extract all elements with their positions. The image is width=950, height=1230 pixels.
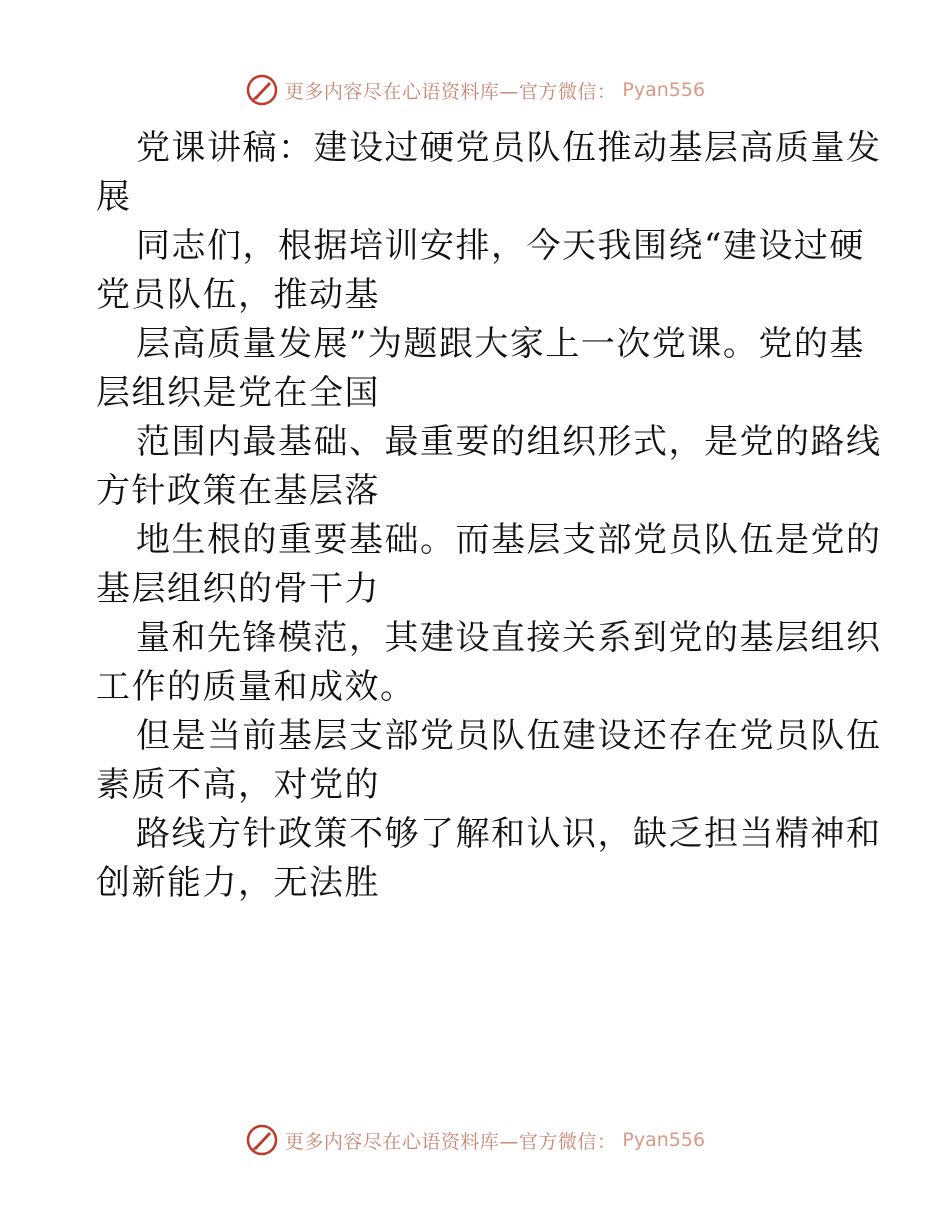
paragraph	[96, 222, 865, 320]
quill-logo-icon	[245, 73, 279, 107]
paragraph	[96, 320, 865, 418]
banner-wechat-handle: Pyan556	[622, 79, 706, 101]
banner-text: 更多内容尽在心语资料库—官方微信：	[284, 80, 617, 103]
text-line: 展	[96, 177, 132, 217]
paragraph	[96, 418, 882, 516]
text-line: 路线方针政策不够了解和认识，缺乏担当精神和	[136, 814, 882, 854]
banner-wechat-handle: Pyan556	[622, 1129, 706, 1151]
text-line: 但是当前基层支部党员队伍建设还存在党员队伍	[136, 716, 882, 756]
document-body	[96, 124, 882, 908]
footer-watermark-banner	[0, 1120, 950, 1160]
text-line: 范围内最基础、最重要的组织形式，是党的路线	[136, 422, 882, 462]
paragraph-title	[96, 124, 882, 222]
text-line: 同志们，根据培训安排，今天我围绕“建设过硬	[136, 226, 865, 266]
paragraph	[96, 712, 882, 810]
paragraph	[96, 810, 882, 908]
text-line: 创新能力，无法胜	[96, 863, 380, 903]
text-line: 党课讲稿：建设过硬党员队伍推动基层高质量发	[136, 128, 882, 168]
banner-text: 更多内容尽在心语资料库—官方微信：	[284, 1130, 617, 1153]
quill-logo-icon	[245, 1123, 279, 1157]
text-line: 层高质量发展”为题跟大家上一次党课。党的基	[136, 324, 865, 364]
text-line: 层组织是党在全国	[96, 373, 380, 413]
text-line: 党员队伍，推动基	[96, 275, 380, 315]
text-line: 地生根的重要基础。而基层支部党员队伍是党的	[136, 520, 882, 560]
paragraph	[96, 614, 882, 712]
paragraph	[96, 516, 882, 614]
text-line: 量和先锋模范，其建设直接关系到党的基层组织	[136, 618, 882, 658]
text-line: 工作的质量和成效。	[96, 667, 416, 707]
text-line: 方针政策在基层落	[96, 471, 380, 511]
text-line: 基层组织的骨干力	[96, 569, 380, 609]
text-line: 素质不高，对党的	[96, 765, 380, 805]
header-watermark-banner	[0, 70, 950, 110]
